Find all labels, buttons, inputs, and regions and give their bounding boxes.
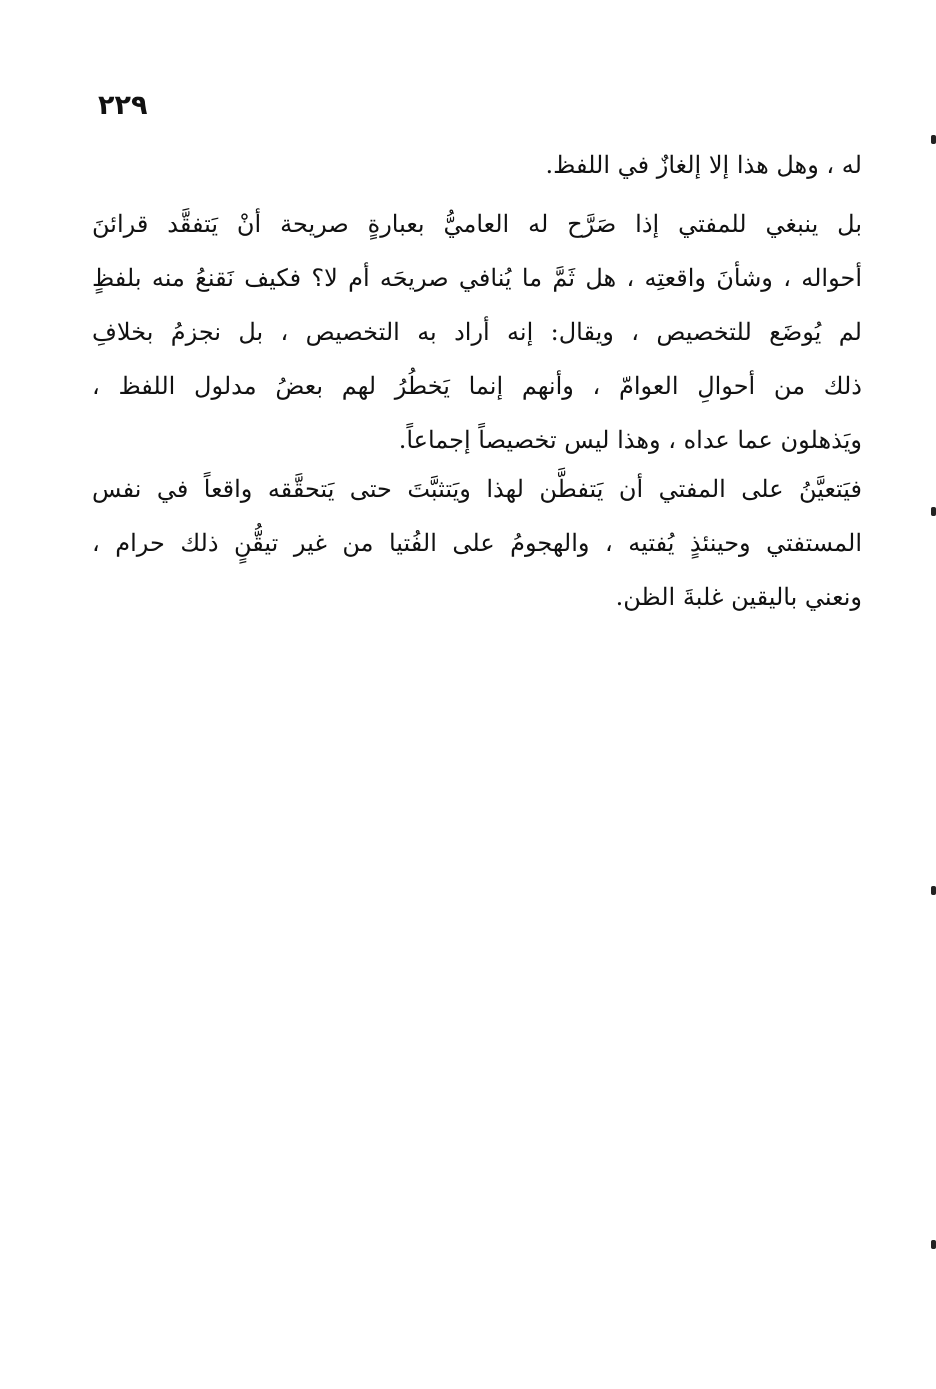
paragraph-line: ذلك من أحوالِ العوامّ ، وأنهم إنما يَخطُرُ لهم بعضُ مدلول اللفظ ، xyxy=(92,372,862,400)
scan-margin-mark xyxy=(931,135,936,144)
paragraph-2 xyxy=(92,197,862,467)
paragraph-line: أحواله ، وشأنَ واقعتِه ، هل ثَمَّ ما يُنافي صريحَه أم لا؟ فكيف نَقنعُ منه بلفظٍ xyxy=(92,264,862,292)
paragraph-1 xyxy=(92,138,862,192)
scan-margin-mark xyxy=(931,886,936,895)
paragraph-line: له ، وهل هذا إلا إلغازٌ في اللفظ. xyxy=(545,151,862,179)
paragraph-line: المستفتي وحينئذٍ يُفتيه ، والهجومُ على الفُتيا من غير تيقُّنٍ ذلك حرام ، xyxy=(92,529,862,557)
page-number: ٢٢٩ xyxy=(98,90,148,121)
paragraph-line: ونعني باليقين غلبةَ الظن. xyxy=(615,583,862,611)
paragraph-line: بل ينبغي للمفتي إذا صَرَّح له العاميُّ بعبارةٍ صريحة أنْ يَتفقَّد قرائنَ xyxy=(92,210,862,238)
scan-margin-mark xyxy=(931,1240,936,1249)
paragraph-line: لم يُوضَع للتخصيص ، ويقال: إنه أراد به التخصيص ، بل نجزمُ بخلافِ xyxy=(92,318,862,346)
paragraph-3 xyxy=(92,462,862,624)
paragraph-line: ويَذهلون عما عداه ، وهذا ليس تخصيصاً إجماعاً. xyxy=(398,426,862,454)
paragraph-line: فيَتعيَّنُ على المفتي أن يَتفطَّن لهذا ويَتثبَّتَ حتى يَتحقَّقه واقعاً في نفس xyxy=(92,475,862,503)
scan-margin-mark xyxy=(931,507,936,516)
